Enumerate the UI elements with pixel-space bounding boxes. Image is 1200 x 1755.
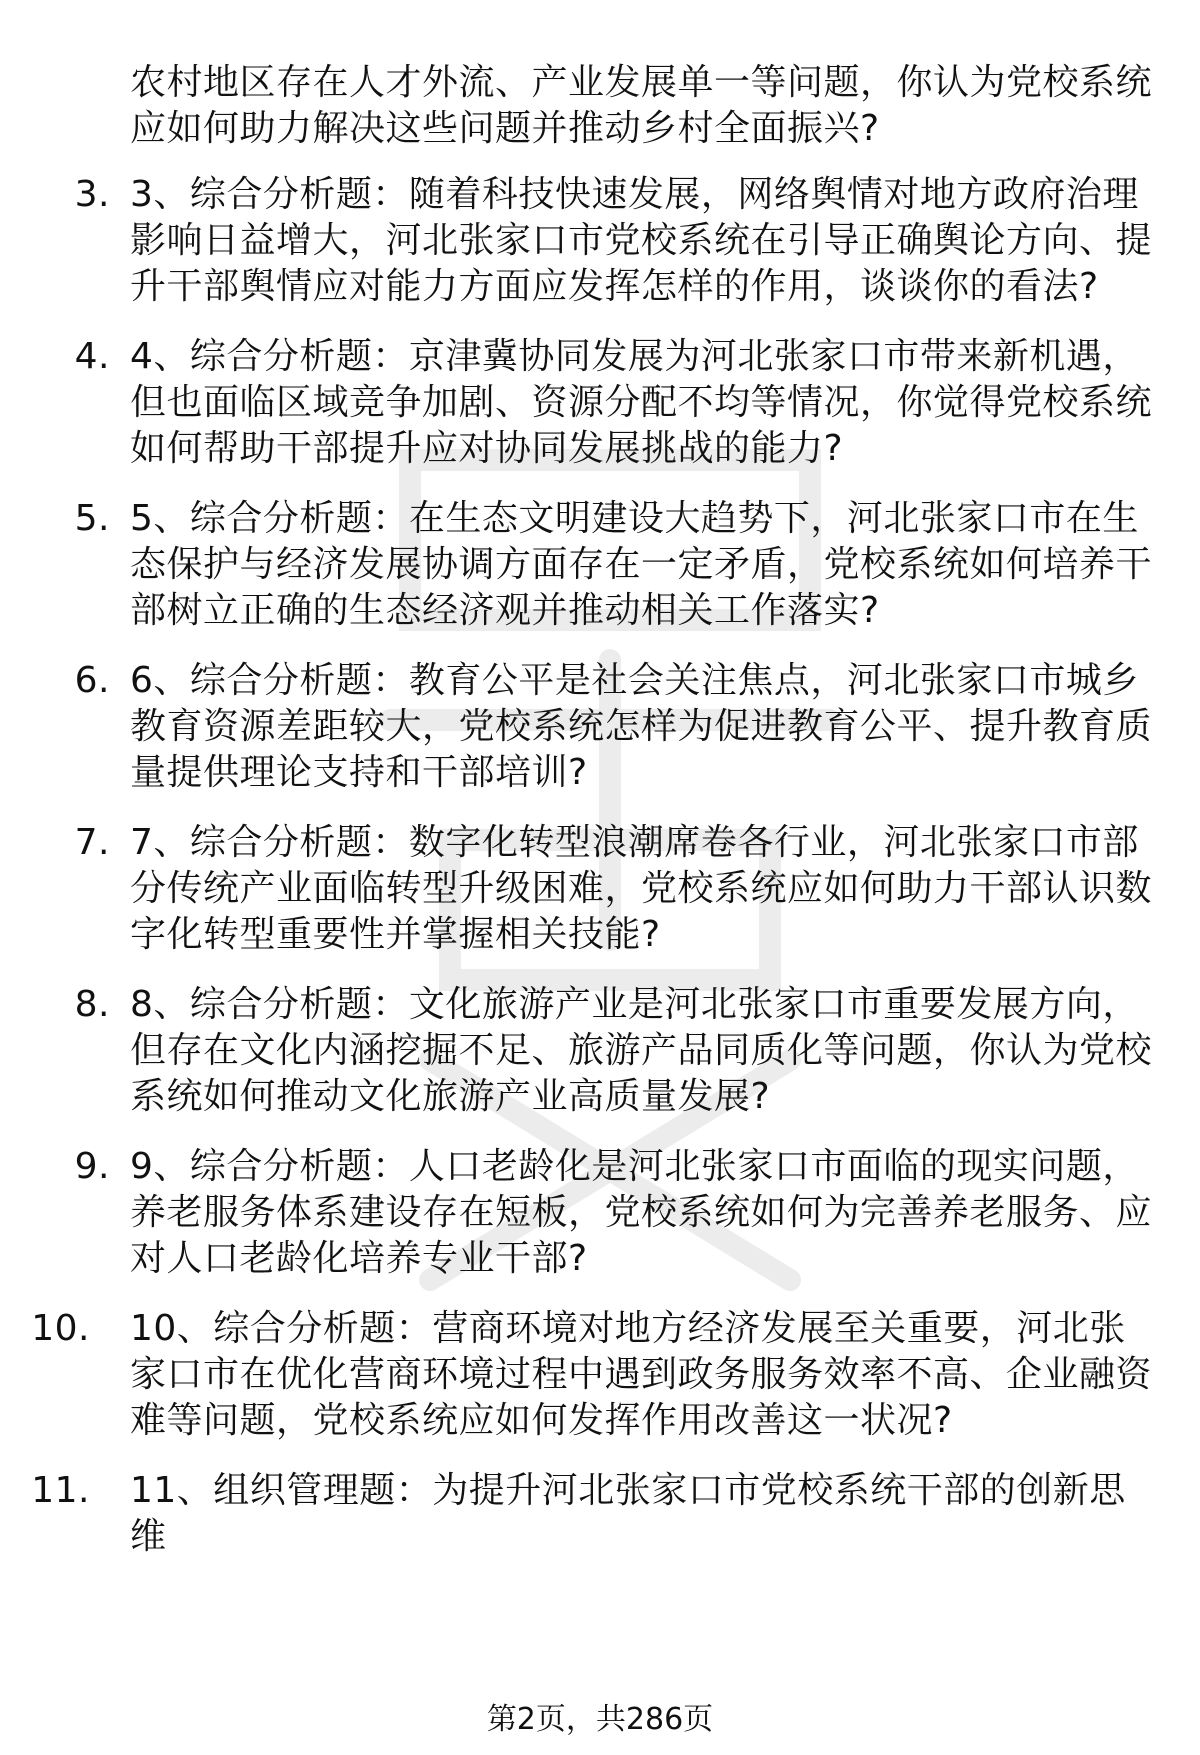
item-number: 8.	[74, 984, 110, 1025]
item-number: 9.	[74, 1146, 110, 1187]
page-number-footer: 第2页，共286页	[486, 1702, 714, 1737]
item-number: 3.	[74, 174, 110, 215]
item-number: 6.	[74, 660, 110, 701]
item-number: 5.	[74, 498, 110, 539]
item-number: 4.	[74, 336, 110, 377]
item-text: 10、综合分析题：营商环境对地方经济发展至关重要，河北张家口市在优化营商环境过程中遇到政务服务效率不高、企业融资难等问题，党校系统应如何发挥作用改善这一状况?	[130, 1308, 1153, 1441]
item-text: 8、综合分析题：文化旅游产业是河北张家口市重要发展方向，但存在文化内涵挖掘不足、旅游产品同质化等问题，你认为党校系统如何推动文化旅游产业高质量发展?	[130, 984, 1153, 1117]
item-text: 7、综合分析题：数字化转型浪潮席卷各行业，河北张家口市部分传统产业面临转型升级困难，党校系统应如何助力干部认识数字化转型重要性并掌握相关技能?	[130, 822, 1153, 955]
item-text: 9、综合分析题：人口老龄化是河北张家口市面临的现实问题，养老服务体系建设存在短板，党校系统如何为完善养老服务、应对人口老龄化培养专业干部?	[130, 1146, 1153, 1279]
item-text: 3、综合分析题：随着科技快速发展，网络舆情对地方政府治理影响日益增大，河北张家口市党校系统在引导正确舆论方向、提升干部舆情应对能力方面应发挥怎样的作用，谈谈你的看法?	[130, 174, 1153, 307]
item-text: 4、综合分析题：京津冀协同发展为河北张家口市带来新机遇，但也面临区域竞争加剧、资源分配不均等情况，你觉得党校系统如何帮助干部提升应对协同发展挑战的能力?	[130, 336, 1153, 469]
item-text: 11、组织管理题：为提升河北张家口市党校系统干部的创新思维	[130, 1470, 1126, 1557]
item-number: 10.	[31, 1308, 90, 1349]
intro-paragraph: 农村地区存在人才外流、产业发展单一等问题，你认为党校系统应如何助力解决这些问题并推动乡村全面振兴?	[130, 62, 1153, 149]
item-number: 11.	[31, 1470, 90, 1511]
item-number: 7.	[74, 822, 110, 863]
item-text: 5、综合分析题：在生态文明建设大趋势下，河北张家口市在生态保护与经济发展协调方面存在一定矛盾，党校系统如何培养干部树立正确的生态经济观并推动相关工作落实?	[130, 498, 1153, 631]
item-text: 6、综合分析题：教育公平是社会关注焦点，河北张家口市城乡教育资源差距较大，党校系统怎样为促进教育公平、提升教育质量提供理论支持和干部培训?	[130, 660, 1153, 793]
